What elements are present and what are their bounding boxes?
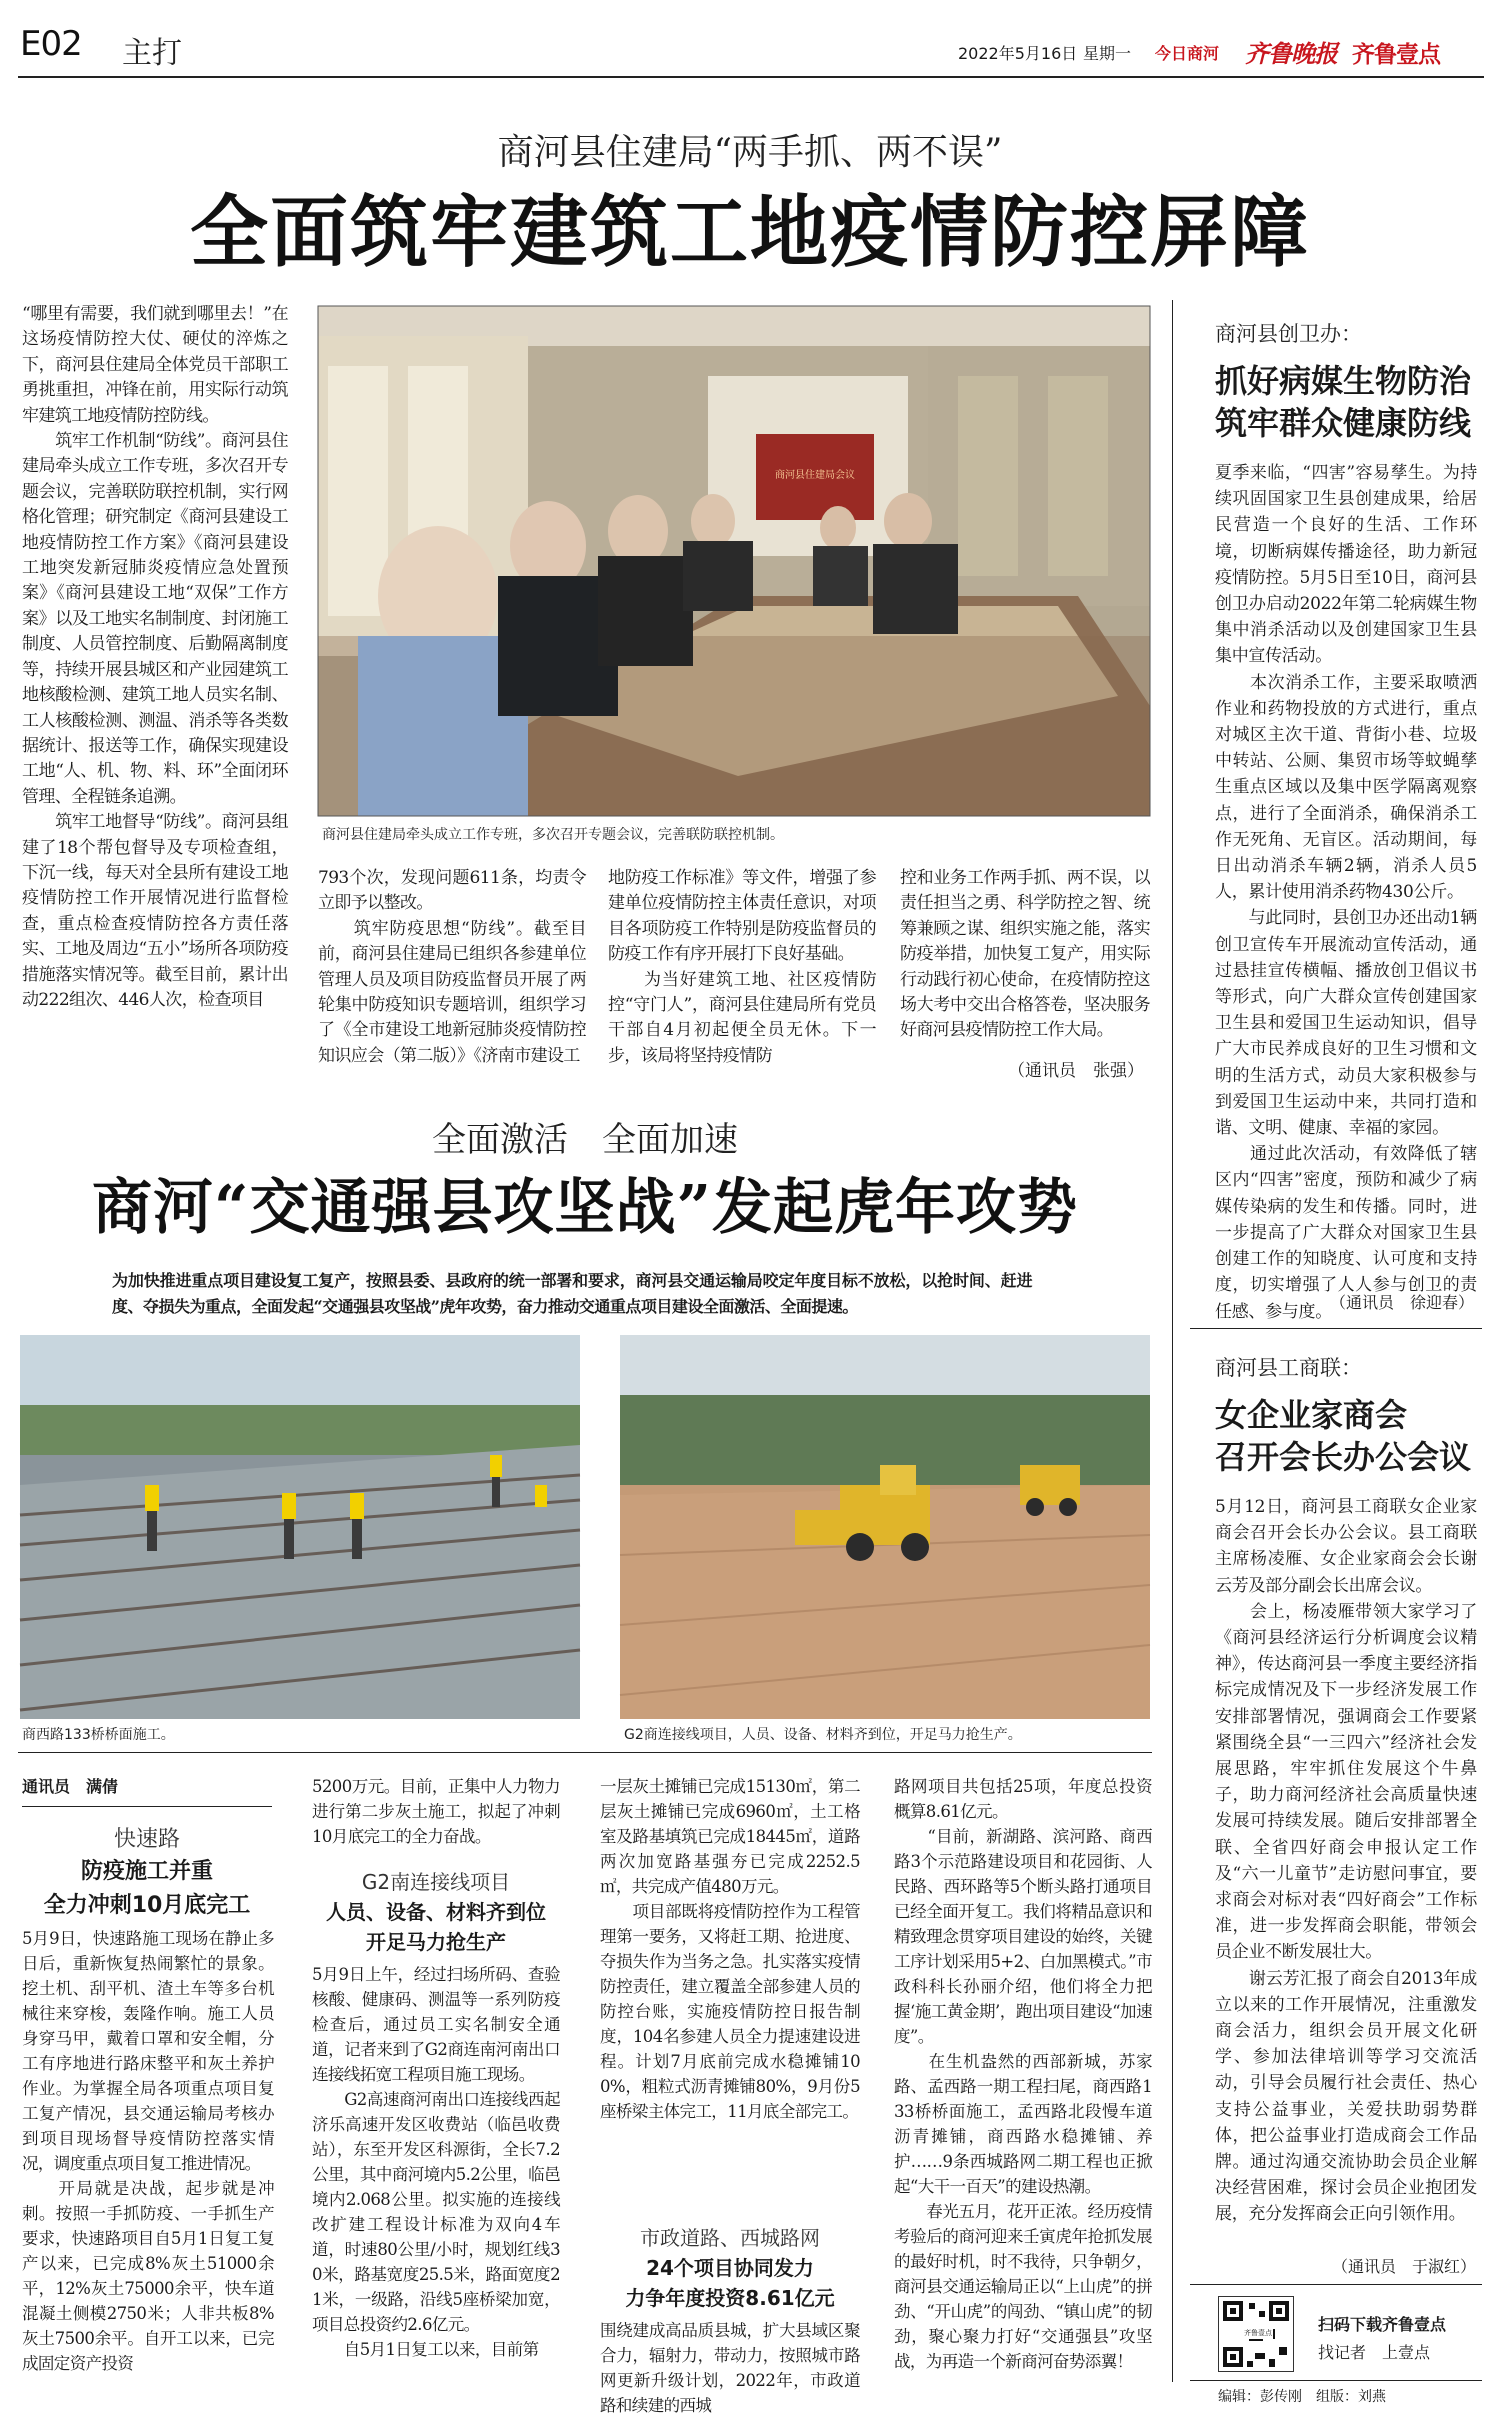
right2-headline-line1: 女企业家商会 — [1215, 1396, 1408, 1434]
issue-date: 2022年5月16日 — [958, 44, 1078, 63]
issue-weekday: 星期一 — [1083, 44, 1132, 63]
article2-kicker: 全面激活 全面加速 — [18, 1112, 1152, 1161]
article2-photo-rule — [18, 1752, 1152, 1753]
download-line1: 扫码下载齐鲁壹点 — [1318, 2315, 1447, 2334]
article2-column-3a: 一层灰土摊铺已完成15130㎡，第二层灰土摊铺已完成6960㎡，土工格室及路基填筑已完成18445㎡，道路两次加宽路基强夯已完成2252.5㎡，共完成产值480万元。 项目部既将疫情防控作为工程管理第一要务，又将赶工期、抢进度、夺损失作为当务之急。扎实落实疫情防控责任，建立覆盖全部参建人员的防控台账，实施疫情防控日报告制度，104名参建人员全力提速建设进程。计划7月底前完成水稳摊铺100%，粗粒式沥青摊铺80%，9月份5座桥梁主体完工，11月底全部完工。 — [600, 1777, 860, 2121]
brand-logo-qilu-yidian: 齐鲁壹点 — [1352, 42, 1440, 68]
article2-column-2b: 5月9日上午，经过扫场所码、查验核酸、健康码、测温等一系列防疫检查后，通过员工实名制安全通道，记者来到了G2商连南河南出口连接线拓宽工程项目施工现场。 G2高速商河南出口连接线西起济乐高速开发区收费站（临邑收费站），东至开发区科源街，全长7.2公里，其中商河境内5.2公里，临邑境内2.068公里。拟实施的连接线改扩建工程设计标准为双向4车道，时速80公里/小时，规划红线30米，路基宽度25.5米，路面宽度21米，一级路，沿线5座桥梁加宽，项目总投资约2.6亿元。 自5月1日复工以来，目前第 — [312, 1965, 560, 2359]
right1-headline-line1: 抓好病媒生物防治 — [1215, 362, 1472, 400]
article2-headline: 商河“交通强县攻坚战”发起虎年攻势 — [91, 1173, 1079, 1243]
qr-code[interactable] — [1218, 2296, 1294, 2372]
road-construction-image — [620, 1335, 1150, 1719]
right2-byline: （通讯员 于淑红） — [1332, 2257, 1477, 2276]
road-construction-photo — [620, 1335, 1150, 1719]
article2-lead: 为加快推进重点项目建设复工复产，按照县委、县政府的统一部署和要求，商河县交通运输局咬定年度目标不放松，以抢时间、赶进度、夺损失为重点，全面发起“交通强县攻坚战”虎年攻势，奋力推动交通重点项目建设全面激活、全面提速。 — [112, 1271, 1032, 1316]
right1-kicker: 商河县创卫办： — [1215, 322, 1362, 346]
article1-column-4: 控和业务工作两手抓、两不误，以责任担当之勇、科学防控之智、统筹兼顾之谋、组织实施之能，落实防疫举措，加快复工复产，用实际行动践行初心使命，在疫情防控这场大考中交出合格答卷，坚决服务好商河县疫情防控工作大局。 — [900, 868, 1150, 1041]
page-number: E02 — [20, 24, 82, 64]
footer-rule — [1190, 2284, 1482, 2285]
subhead3-line2: 24个项目协同发力 — [646, 2256, 814, 2280]
bridge-construction-photo — [20, 1335, 580, 1719]
right1-byline: （通讯员 徐迎春） — [1330, 1293, 1475, 1312]
right2-headline-line2: 召开会长办公会议 — [1215, 1438, 1472, 1476]
right-section-rule — [1190, 1328, 1482, 1329]
editor-credit: 编辑：彭传刚 组版：刘燕 — [1218, 2389, 1386, 2405]
bridge-construction-image — [20, 1335, 580, 1719]
article1-column-2: 793个次，发现问题611条，均责令立即予以整改。 筑牢防疫思想“防线”。截至目前，商河县住建局已组织各参建单位管理人员及项目防疫监督员开展了两轮集中防疫知识专题培训，组织学习了《全市建设工地新冠肺炎疫情防控知识应会（第二版）》《济南市建设工 — [318, 868, 586, 1066]
header-rule — [18, 76, 1484, 78]
reporter-underline — [22, 1806, 272, 1807]
subhead2-line2: 人员、设备、材料齐到位 — [326, 1900, 546, 1924]
subhead1-line2: 防疫施工并重 — [80, 1859, 213, 1884]
article2-reporter: 通讯员 满倩 — [22, 1777, 119, 1796]
article2-column-2a: 5200万元。目前，正集中人力物力进行第二步灰土施工，拟起了冲刺10月底完工的全力奋战。 — [312, 1777, 560, 1846]
right2-body: 5月12日，商河县工商联女企业家商会召开会长办公会议。县工商联主席杨凌雁、女企业家商会会长谢云芳及部分副会长出席会议。 会上，杨凌雁带领大家学习了《商河县经济运行分析调度会议精神》，传达商河县一季度主要经济指标完成情况及下一步经济发展工作安排部署情况，强调商会工作要紧紧围绕全县“一三四六”经济社会发展思路，牢牢抓住发展这个牛鼻子，助力商河经济社会高质量快速发展可持续发展。随后安排部署全联、全省四好商会申报认定工作及“六一儿童节”走访慰问事宜，要求商会对标对表“四好商会”工作标准，进一步发挥商会职能，带领会员企业不断发展壮大。 谢云芳汇报了商会自2013年成立以来的工作开展情况，注重激发商会活力，组织会员开展文化研学、参加法律培训等学习交流活动，引导会员履行社会责任、热心支持公益事业，关爱扶助弱势群体，把公益事业打造成商会工作品牌。通过沟通交流协助会员企业解决经营困难，探讨会员企业抱团发展，充分发挥商会正向引领作用。 — [1215, 1497, 1477, 2225]
editor-rule — [1190, 2380, 1482, 2381]
download-line2: 找记者 上壹点 — [1318, 2343, 1431, 2362]
subhead3-line1: 市政道路、西城路网 — [640, 2226, 820, 2250]
road-photo-caption: G2商连接线项目，人员、设备、材料齐到位，开足马力抢生产。 — [624, 1727, 1022, 1743]
meeting-photo — [318, 306, 1150, 816]
subhead1-line1: 快速路 — [113, 1827, 180, 1852]
subhead2-line3: 开足马力抢生产 — [366, 1930, 506, 1954]
bridge-photo-caption: 商西路133桥桥面施工。 — [22, 1727, 175, 1743]
meeting-photo-image — [318, 306, 1150, 816]
article2-column-4: 路网项目共包括25项，年度总投资概算8.61亿元。 “目前，新湖路、滨河路、商西路3个示范路建设项目和花园街、人民路、西环路等5个断头路打通项目已经全面开复工。我们将精品意识和精致理念贯穿项目建设的始终，关键工序计划采用5+2、白加黑模式。”市政科科长孙丽介绍，他们将全力把握‘施工黄金期’，跑出项目建设“加速度”。 在生机盎然的西部新城，苏家路、孟西路一期工程扫尾，商西路133桥桥面施工，孟西路北段慢车道沥青摊铺，商西路水稳摊铺、养护……9条西城路网二期工程也正掀起“大干一百天”的建设热潮。 春光五月，花开正浓。经历疫情考验后的商河迎来壬寅虎年抢抓发展的最好时机，时不我待，只争朝夕，商河县交通运输局正以“上山虎”的拼劲、“开山虎”的闯劲、“镇山虎”的韧劲，聚心聚力打好“交通强县”攻坚战，为再造一个新商河奋势添翼！ — [894, 1777, 1152, 2371]
edition-name: 今日商河 — [1155, 44, 1220, 63]
brand-logo-qilu-evening: 齐鲁晚报 — [1245, 39, 1337, 68]
right1-body: 夏季来临，“四害”容易孳生。为持续巩固国家卫生县创建成果，给居民营造一个良好的生活、工作环境，切断病媒传播途径，助力新冠疫情防控。5月5日至10日，商河县创卫办启动2022年第二轮病媒生物集中消杀活动以及创建国家卫生县集中宣传活动。 本次消杀工作，主要采取喷洒作业和药物投放的方式进行，重点对城区主次干道、背街小巷、垃圾中转站、公厕、集贸市场等蚊蝇孳生重点区域以及集中医学隔离观察点，进行了全面消杀，确保消杀工作无死角、无盲区。活动期间，每日出动消杀车辆2辆，消杀人员5人，累计使用消杀药物430公斤。 与此同时，县创卫办还出动1辆创卫宣传车开展流动宣传活动，通过悬挂宣传横幅、播放创卫倡议书等形式，向广大群众宣传创建国家卫生县和爱国卫生运动知识，倡导广大市民养成良好的卫生习惯和文明的生活方式，动员大家积极参与到爱国卫生运动中来，共同打造和谐、文明、健康、幸福的家园。 通过此次活动，有效降低了辖区内“四害”密度，预防和减少了病媒传染病的发生和传播。同时，进一步提高了广大群众对国家卫生县创建工作的知晓度、认可度和支持度，切实增强了人人参与创卫的责任感、参与度。 — [1215, 463, 1477, 1322]
qr-code-label: 齐鲁壹点 — [1244, 2329, 1272, 2337]
article1-column-3: 地防疫工作标准》等文件，增强了参建单位疫情防控主体责任意识，对项目各项防疫工作特别是防疫监督员的防疫工作有序开展打下良好基础。 为当好建筑工地、社区疫情防控“守门人”，商河县住建局所有党员干部自4月初起便全员无休。下一步，该局将坚持疫情防 — [608, 868, 876, 1066]
right2-kicker: 商河县工商联： — [1215, 1356, 1362, 1380]
subhead2-line1: G2南连接线项目 — [361, 1870, 511, 1894]
sidebar-divider — [1172, 300, 1173, 2382]
meeting-photo-caption: 商河县住建局牵头成立工作专班，多次召开专题会议，完善联防联控机制。 — [322, 827, 784, 843]
article2-column-1: 5月9日，快速路施工现场在静止多日后，重新恢复热闹繁忙的景象。挖土机、刮平机、渣土车等多台机械往来穿梭，轰隆作响。施工人员身穿马甲，戴着口罩和安全帽，分工有序地进行路床整平和灰土养护作业。为掌握全局各项重点项目复工复产情况，县交通运输局考核办到项目现场督导疫情防控落实情况，调度重点项目复工推进情况。 开局就是决战，起步就是冲刺。按照一手抓防疫、一手抓生产要求，快速路项目自5月1日复工复产以来，已完成8%灰土51000余平，12%灰土75000余平，快车道混凝土侧模2750米；人非共板8%灰土7500余平。自开工以来，已完成固定资产投资 — [22, 1929, 274, 2373]
subhead3-line3: 力争年度投资8.61亿元 — [625, 2286, 835, 2310]
article1-column-1: “哪里有需要，我们就到哪里去！”在这场疫情防控大仗、硬仗的淬炼之下，商河县住建局全体党员干部职工勇挑重担，冲锋在前，用实际行动筑牢建筑工地疫情防控防线。 筑牢工作机制“防线”。商河县住建局牵头成立工作专班，多次召开专题会议，完善联防联控机制，实行网格化管理；研究制定《商河县建设工地疫情防控工作方案》《商河县建设工地突发新冠肺炎疫情应急处置预案》《商河县建设工地“双保”工作方案》以及工地实名制制度、封闭施工制度、人员管控制度、后勤隔离制度等，持续开展县城区和产业园建筑工地核酸检测、建筑工地人员实名制、工人核酸检测、测温、消杀等各类数据统计、报送等工作，确保实现建设工地“人、机、物、料、环”全面闭环管理、全程链条追溯。 筑牢工地督导“防线”。商河县组建了18个帮包督导及专项检查组，下沉一线，每天对全县所有建设工地疫情防控工作开展情况进行监督检查，重点检查疫情防控各方责任落实、工地及周边“五小”场所各项防疫措施落实情况等。截至目前，累计出动222组次、446人次，检查项目 — [22, 304, 288, 1010]
article1-headline: 全面筑牢建筑工地疫情防控屏障 — [189, 187, 1310, 278]
article1-kicker: 商河县住建局“两手抓、两不误” — [497, 132, 1003, 173]
article1-byline: （通讯员 张强） — [1008, 1061, 1144, 1081]
right1-headline-line2: 筑牢群众健康防线 — [1215, 404, 1472, 442]
subhead1-line3: 全力冲刺10月底完工 — [43, 1893, 251, 1918]
article2-column-3b: 围绕建成高品质县城，扩大县域区聚合力，辐射力，带动力，按照城市路网更新升级计划，2022年，市政道路和续建的西城 — [600, 2321, 860, 2415]
meeting-screen-text: 商河县住建局会议 — [775, 470, 855, 481]
section-label: 主打 — [122, 36, 182, 71]
